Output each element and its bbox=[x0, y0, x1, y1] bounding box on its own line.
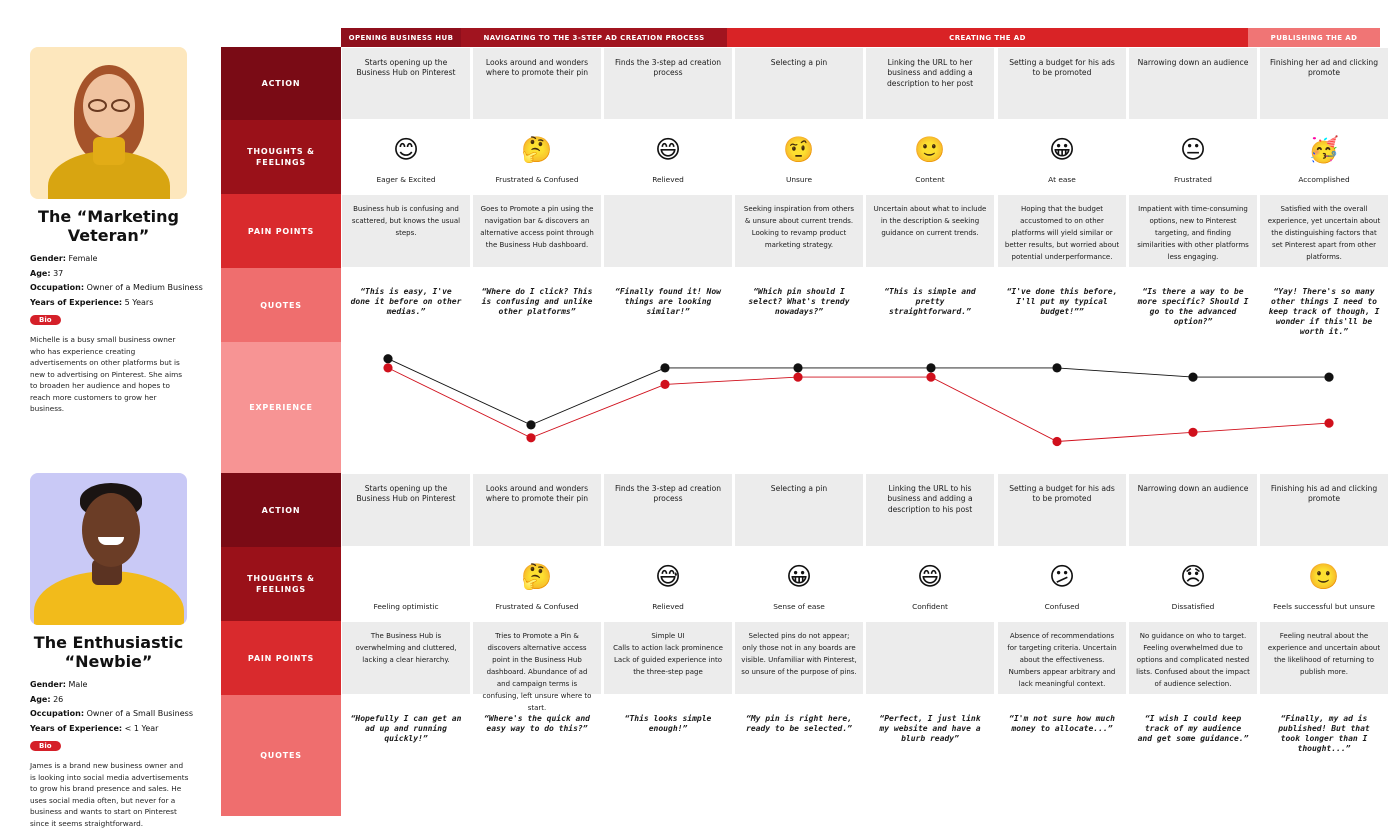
feeling-label: At ease bbox=[1048, 175, 1076, 184]
pain-point-cell bbox=[342, 622, 470, 694]
quote-cell bbox=[998, 269, 1126, 341]
quote-cell bbox=[342, 269, 470, 341]
feeling-emoji-icon: 😕 bbox=[1048, 563, 1076, 591]
pain-point-cell bbox=[473, 195, 601, 267]
experience-point-1 bbox=[1052, 363, 1061, 372]
experience-point-1 bbox=[660, 363, 669, 372]
feeling-label: Accomplished bbox=[1298, 175, 1350, 184]
thoughts-cell bbox=[998, 121, 1126, 193]
stage-opening-business-hub: OPENING BUSINESS HUB bbox=[341, 28, 461, 47]
thoughts-cell bbox=[342, 548, 470, 620]
persona-years-experience: Years of Experience: < 1 Year bbox=[30, 723, 159, 733]
feeling-emoji-icon: 😀 bbox=[1048, 136, 1076, 164]
quote-text: “Yay! There's so many other things I need to keep track of though, I wonder if this'll be worth it.” bbox=[1268, 287, 1380, 336]
feeling-emoji-icon: 🙂 bbox=[914, 136, 946, 164]
experience-point-2 bbox=[1324, 419, 1333, 428]
quote-cell bbox=[604, 269, 732, 341]
quote-cell bbox=[998, 696, 1126, 815]
row-label-experience: EXPERIENCE bbox=[221, 342, 341, 473]
persona-name: The “Marketing Veteran” bbox=[38, 207, 179, 245]
thoughts-cell bbox=[735, 548, 863, 620]
experience-point-2 bbox=[926, 373, 935, 382]
action-cell bbox=[1129, 474, 1257, 546]
thoughts-cell bbox=[342, 121, 470, 193]
quote-cell bbox=[342, 696, 470, 815]
action-text: Starts opening up the Business Hub on Pinterest bbox=[356, 484, 456, 504]
experience-series-line-1 bbox=[388, 359, 1329, 425]
persona-age: Age: 37 bbox=[30, 268, 64, 278]
pain-point-cell bbox=[342, 195, 470, 267]
pain-point-cell bbox=[1129, 195, 1257, 267]
quote-cell bbox=[1260, 269, 1388, 341]
action-cell bbox=[1260, 48, 1388, 119]
quote-text: “My pin is right here, ready to be selected.” bbox=[746, 714, 852, 733]
pain-point-text: Tries to Promote a Pin & discovers alternative access point in the Business Hub dashboard. Abundance of ad and campaign terms is confusing, left unsure where to start. bbox=[482, 632, 592, 712]
row-label-thoughts: THOUGHTS & FEELINGS bbox=[221, 547, 341, 621]
experience-point-1 bbox=[526, 420, 535, 429]
action-text: Finds the 3-step ad creation process bbox=[614, 58, 722, 78]
pain-point-cell bbox=[735, 622, 863, 694]
experience-point-1 bbox=[926, 363, 935, 372]
action-cell bbox=[342, 474, 470, 546]
action-cell bbox=[473, 48, 601, 119]
action-text: Selecting a pin bbox=[770, 484, 828, 493]
persona-years-experience: Years of Experience: 5 Years bbox=[30, 297, 154, 307]
action-text: Looks around and wonders where to promote their pin bbox=[485, 58, 589, 78]
feeling-label: Relieved bbox=[652, 602, 684, 611]
pain-point-text: Absence of recommendations for targeting criteria. Uncertain about the effectiveness. Numbers appear arbitrary and lack meaningful context. bbox=[1007, 632, 1117, 688]
pain-point-text: Simple UI Calls to action lack prominence Lack of guided experience into the three-step page bbox=[613, 632, 723, 676]
quote-cell bbox=[1129, 269, 1257, 341]
persona-gender: Gender: Female bbox=[30, 254, 98, 263]
experience-point-1 bbox=[383, 354, 392, 363]
action-text: Looks around and wonders where to promote their pin bbox=[485, 484, 589, 504]
action-cell bbox=[735, 48, 863, 119]
quote-text: “This is simple and pretty straightforward.” bbox=[884, 287, 976, 316]
feeling-emoji-icon: 😅 bbox=[654, 563, 682, 591]
pain-point-cell bbox=[1260, 622, 1388, 694]
stage-navigating: NAVIGATING TO THE 3-STEP AD CREATION PROCESS bbox=[461, 28, 727, 47]
pain-point-text: The Business Hub is overwhelming and cluttered, lacking a clear hierarchy. bbox=[355, 632, 457, 664]
thoughts-cell bbox=[1260, 121, 1388, 193]
pain-point-text: Impatient with time-consuming options, new to Pinterest targeting, and finding similarities with other platforms less engaging. bbox=[1137, 205, 1249, 261]
experience-chart bbox=[341, 343, 1381, 471]
quote-cell bbox=[473, 269, 601, 341]
action-text: Linking the URL to her business and adding a description to her post bbox=[886, 58, 974, 88]
action-cell bbox=[866, 474, 994, 546]
row-label-quotes: QUOTES bbox=[221, 695, 341, 816]
feeling-label: Confused bbox=[1044, 602, 1080, 611]
persona-occupation: Occupation: Owner of a Small Business bbox=[30, 709, 194, 718]
feeling-label: Sense of ease bbox=[773, 602, 825, 611]
action-cell bbox=[342, 48, 470, 119]
feeling-emoji-icon: 🤨 bbox=[783, 136, 815, 164]
pain-point-cell bbox=[998, 622, 1126, 694]
bio-badge: Bio bbox=[30, 741, 61, 751]
thoughts-cell bbox=[866, 121, 994, 193]
row-label-thoughts: THOUGHTS & FEELINGS bbox=[221, 120, 341, 194]
action-cell bbox=[604, 474, 732, 546]
feeling-emoji-icon: 😞 bbox=[1179, 563, 1207, 591]
feeling-label: Dissatisfied bbox=[1171, 602, 1215, 611]
feeling-label: Frustrated & Confused bbox=[495, 175, 579, 184]
pain-point-text: Selected pins do not appear; only those not in any boards are visible. Unfamiliar with Pinterest, so unsure of the purpose of pins. bbox=[741, 632, 857, 676]
feeling-label: Feeling optimistic bbox=[373, 602, 439, 611]
row-label-quotes: QUOTES bbox=[221, 268, 341, 342]
experience-point-2 bbox=[660, 380, 669, 389]
quote-text: “I'm not sure how much money to allocate...” bbox=[1009, 714, 1115, 733]
quote-cell bbox=[1260, 696, 1388, 815]
pain-point-text: Hoping that the budget accustomed to on other platforms will yield similar or better results, but worried about potential underperformance. bbox=[1004, 205, 1120, 261]
quote-cell bbox=[866, 269, 994, 341]
feeling-emoji-icon: 🙂 bbox=[1308, 563, 1340, 591]
quote-text: “Finally found it! Now things are looking similar!” bbox=[615, 287, 721, 316]
feeling-emoji-icon: 😄 bbox=[916, 563, 944, 591]
action-text: Narrowing down an audience bbox=[1137, 58, 1249, 67]
action-cell bbox=[1129, 48, 1257, 119]
feeling-emoji-icon: 😀 bbox=[785, 563, 813, 591]
feeling-label: Unsure bbox=[785, 175, 813, 184]
experience-point-2 bbox=[1052, 437, 1061, 446]
row-label-pain-points: PAIN POINTS bbox=[221, 621, 341, 695]
pain-point-text: Satisfied with the overall experience, yet uncertain about the distinguishing factors that set Pinterest apart from other platforms. bbox=[1267, 205, 1381, 261]
thoughts-cell bbox=[1129, 121, 1257, 193]
feeling-label: Confident bbox=[912, 602, 948, 611]
quote-cell bbox=[735, 696, 863, 815]
pain-point-text bbox=[924, 622, 936, 630]
quote-text: “Is there a way to be more specific? Should I go to the advanced option?” bbox=[1137, 287, 1249, 326]
pain-point-cell bbox=[473, 622, 601, 712]
feeling-label: Feels successful but unsure bbox=[1273, 602, 1375, 611]
experience-point-2 bbox=[383, 363, 392, 372]
action-text: Starts opening up the Business Hub on Pinterest bbox=[356, 58, 456, 78]
feeling-label: Content bbox=[915, 175, 945, 184]
action-cell bbox=[735, 474, 863, 546]
action-cell bbox=[866, 48, 994, 119]
action-cell bbox=[473, 474, 601, 546]
action-text: Finds the 3-step ad creation process bbox=[614, 484, 722, 504]
bio-badge: Bio bbox=[30, 315, 61, 325]
pain-point-cell bbox=[866, 195, 994, 267]
action-text: Narrowing down an audience bbox=[1137, 484, 1249, 493]
action-text: Finishing his ad and clicking promote bbox=[1270, 484, 1378, 504]
feeling-label: Frustrated & Confused bbox=[495, 602, 579, 611]
feeling-emoji-icon: 🤔 bbox=[521, 563, 553, 591]
persona-gender: Gender: Male bbox=[30, 680, 88, 689]
quote-text: “Where do I click? This is confusing and unlike other platforms” bbox=[481, 287, 593, 316]
experience-point-2 bbox=[526, 433, 535, 442]
experience-point-1 bbox=[793, 363, 802, 372]
pain-point-cell bbox=[998, 195, 1126, 267]
thoughts-cell bbox=[473, 121, 601, 193]
stage-publishing-ad: PUBLISHING THE AD bbox=[1248, 28, 1380, 47]
persona-bio: James is a brand new business owner and is looking into social media advertisements to grow his brand presence and sales. He uses social media often, but never for a business and wants to start on Pinterest since it seems straightforward. bbox=[30, 761, 189, 828]
thoughts-cell bbox=[1260, 548, 1388, 620]
persona-bio: Michelle is a busy small business owner who has experience creating advertisements on other platforms but is new to advertising on Pinterest. She aims to broaden her audience and hopes to reach more customers to grow her business. bbox=[30, 335, 183, 413]
pain-point-text: Seeking inspiration from others & unsure about current trends. Looking to revamp product marketing strategy. bbox=[743, 205, 855, 249]
pain-point-text: Feeling neutral about the experience and uncertain about the likelihood of returning to publish more. bbox=[1267, 632, 1381, 676]
pain-point-text: Business hub is confusing and scattered, but knows the usual steps. bbox=[351, 205, 461, 237]
persona-photo bbox=[30, 47, 187, 199]
feeling-emoji-icon: 🥳 bbox=[1308, 136, 1340, 164]
quote-cell bbox=[735, 269, 863, 341]
thoughts-cell bbox=[735, 121, 863, 193]
feeling-label: Eager & Excited bbox=[376, 175, 436, 184]
experience-point-2 bbox=[793, 373, 802, 382]
action-cell bbox=[1260, 474, 1388, 546]
stage-creating-ad: CREATING THE AD bbox=[727, 28, 1248, 47]
quote-text: “Hopefully I can get an ad up and running quickly!” bbox=[350, 714, 462, 743]
quote-text: “Finally, my ad is published! But that took longer than I thought...” bbox=[1278, 714, 1370, 753]
action-text: Selecting a pin bbox=[770, 58, 828, 67]
experience-series-line-2 bbox=[388, 368, 1329, 442]
action-cell bbox=[604, 48, 732, 119]
persona-enthusiastic-newbie bbox=[30, 473, 220, 829]
pain-point-cell bbox=[735, 195, 863, 267]
persona-marketing-veteran bbox=[30, 47, 220, 415]
pain-point-cell bbox=[604, 195, 732, 267]
pain-point-text: No guidance on who to target. Feeling overwhelmed due to options and complicated nested lists. Confused about the impact of audience selection. bbox=[1136, 632, 1250, 688]
action-text: Linking the URL to his business and adding a description to his post bbox=[887, 484, 973, 514]
experience-point-1 bbox=[1188, 373, 1197, 382]
pain-point-text: Goes to Promote a pin using the navigation bar & discovers an alternative access point through the Business Hub dashboard. bbox=[480, 205, 594, 249]
thoughts-cell bbox=[473, 548, 601, 620]
row-label-action: ACTION bbox=[221, 473, 341, 547]
quote-text: “I wish I could keep track of my audience and get some guidance.” bbox=[1137, 714, 1249, 743]
quote-cell bbox=[1129, 696, 1257, 815]
feeling-emoji-icon: 🤔 bbox=[521, 136, 553, 164]
quote-text: “Which pin should I select? What's trendy nowadays?” bbox=[748, 287, 850, 316]
pain-point-cell bbox=[1129, 622, 1257, 694]
pain-point-text bbox=[662, 195, 674, 203]
thoughts-cell bbox=[604, 548, 732, 620]
feeling-emoji-icon: 😄 bbox=[654, 136, 682, 164]
action-text: Setting a budget for his ads to be promoted bbox=[1009, 58, 1115, 78]
row-label-action: ACTION bbox=[221, 47, 341, 120]
thoughts-cell bbox=[866, 548, 994, 620]
thoughts-cell bbox=[604, 121, 732, 193]
action-cell bbox=[998, 474, 1126, 546]
persona-age: Age: 26 bbox=[30, 694, 64, 704]
pain-point-text: Uncertain about what to include in the description & seeking guidance on current trends. bbox=[873, 205, 987, 237]
quote-cell bbox=[473, 696, 601, 815]
quote-text: “This is easy, I've done it before on other medias.” bbox=[350, 287, 462, 316]
thoughts-cell bbox=[1129, 548, 1257, 620]
feeling-emoji-icon: 😊 bbox=[392, 136, 420, 164]
quote-cell bbox=[604, 696, 732, 815]
feeling-emoji-icon: 😐 bbox=[1179, 136, 1207, 164]
thoughts-cell bbox=[998, 548, 1126, 620]
quote-text: “I've done this before, I'll put my typical budget!”” bbox=[1006, 287, 1118, 316]
action-text: Setting a budget for his ads to be promoted bbox=[1009, 484, 1115, 504]
quote-text: “Where's the quick and easy way to do this?” bbox=[484, 714, 590, 733]
persona-occupation: Occupation: Owner of a Medium Business bbox=[30, 283, 203, 292]
pain-point-cell bbox=[866, 622, 994, 694]
experience-point-2 bbox=[1188, 428, 1197, 437]
pain-point-cell bbox=[604, 622, 732, 694]
experience-point-1 bbox=[1324, 373, 1333, 382]
action-cell bbox=[998, 48, 1126, 119]
pain-point-cell bbox=[1260, 195, 1388, 267]
row-label-pain-points: PAIN POINTS bbox=[221, 194, 341, 268]
persona-name: The Enthusiastic “Newbie” bbox=[33, 633, 184, 671]
quote-text: “Perfect, I just link my website and have a blurb ready” bbox=[879, 714, 981, 743]
feeling-label: Relieved bbox=[652, 175, 684, 184]
quote-cell bbox=[866, 696, 994, 815]
quote-text: “This looks simple enough!” bbox=[624, 714, 712, 733]
persona-photo bbox=[30, 473, 187, 625]
action-text: Finishing her ad and clicking promote bbox=[1269, 58, 1379, 78]
feeling-label: Frustrated bbox=[1174, 175, 1212, 184]
